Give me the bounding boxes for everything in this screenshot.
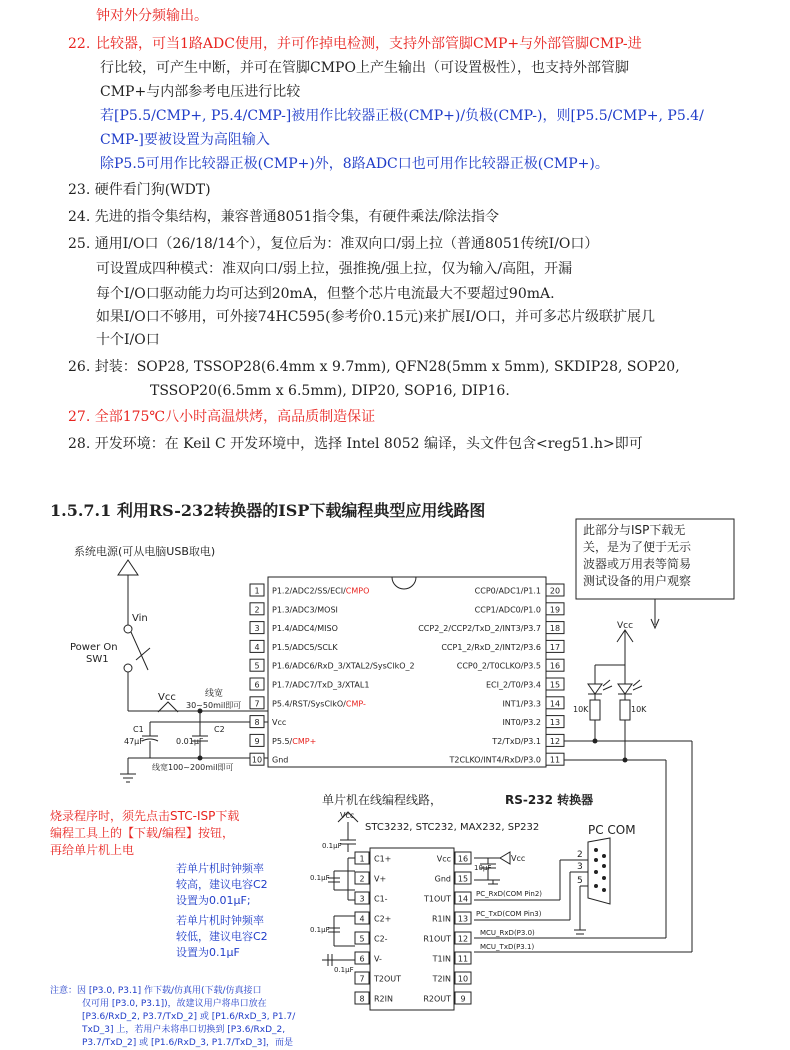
rs232-chip-body bbox=[370, 848, 454, 1010]
mcu-pin-label: Gnd bbox=[272, 755, 289, 765]
mcu-pin-number: 19 bbox=[549, 605, 561, 615]
line-width-1: 线宽 bbox=[205, 689, 224, 699]
mcu-pin-number: 8 bbox=[254, 718, 260, 728]
mcu-pin-number: 9 bbox=[254, 736, 260, 746]
rs232-pin-name: C2- bbox=[374, 934, 388, 944]
power-on-label: Power On bbox=[70, 642, 118, 653]
item22-line1-text: 比较器，可当1路ADC使用，并可作掉电检测，支持外部管脚CMP+与外部管脚CMP-进 bbox=[96, 36, 642, 52]
mcu-pin-number: 2 bbox=[254, 605, 260, 615]
power-label: 系统电源(可从电脑USB取电) bbox=[74, 545, 216, 558]
mcu-pin-name: ECI_2/T0/P3.4 bbox=[485, 680, 541, 690]
c1-value: 47μF bbox=[124, 737, 144, 746]
mcu-pin-label: Vcc bbox=[272, 718, 287, 728]
rs232-pin-number: 9 bbox=[460, 994, 466, 1004]
mcu-pin-label-red: CMPO bbox=[345, 586, 370, 596]
mcu-rxd-label: MCU_RxD(P3.0) bbox=[480, 929, 535, 937]
mcu-pin-name: T2/TxD/P3.1 bbox=[492, 736, 541, 746]
vcc-label-rs232-right: Vcc bbox=[511, 854, 526, 863]
rs232-pin-name: R2IN bbox=[374, 994, 393, 1004]
mcu-pin-number: 11 bbox=[549, 755, 561, 765]
mcu-pin-number: 6 bbox=[254, 680, 260, 690]
mcu-pin-name: INT1/P3.3 bbox=[502, 699, 541, 709]
cap-note2-line2: 较低，建议电容C2 bbox=[176, 930, 268, 943]
mcu-pin-number: 3 bbox=[254, 624, 260, 634]
cap-01-b: 0.1μF bbox=[310, 874, 330, 882]
rs232-pin-name: R1IN bbox=[432, 914, 451, 924]
mcu-pin-label: P5.5/ bbox=[272, 736, 293, 746]
rs232-pin-name: T1OUT bbox=[423, 894, 451, 904]
mcu-pin-name bbox=[272, 643, 338, 652]
mcu-pin-label-red: CMP+ bbox=[292, 736, 317, 746]
item22-line6: 除P5.5可用作比较器正极(CMP+)外，8路ADC口也可用作比较器正极(CMP+)。 bbox=[100, 156, 609, 172]
note-box-line4: 测试设备的用户观察 bbox=[583, 574, 692, 588]
line-width-2: 线宽100~200mil即可 bbox=[152, 763, 234, 772]
mcu-txd-label: MCU_TxD(P3.1) bbox=[480, 943, 535, 951]
isp-title: 单片机在线编程线路， bbox=[322, 793, 443, 807]
rs232-pin-name: V- bbox=[374, 954, 382, 964]
rs232-pin-number: 11 bbox=[457, 954, 469, 964]
rs232-pin-number: 12 bbox=[457, 934, 469, 944]
cap-01-d: 0.1μF bbox=[334, 966, 354, 974]
mcu-pin-name: T2CLKO/INT4/RxD/P3.0 bbox=[449, 755, 541, 765]
led1-icon bbox=[588, 684, 602, 694]
bottom-note-line2: 仅可用 [P3.0, P3.1])，故建议用户将串口放在 bbox=[82, 999, 267, 1009]
rs232-pin-name: T1IN bbox=[432, 954, 451, 964]
rs232-pin-number: 1 bbox=[359, 854, 365, 864]
cap-note1-line2: 较高，建议电容C2 bbox=[176, 878, 268, 891]
line-0: 钟对外分频输出。 bbox=[96, 8, 208, 24]
mcu-pin-number: 18 bbox=[549, 624, 561, 634]
cap-note2-line3: 设置为0.1μF bbox=[176, 946, 240, 959]
item25-line1: 25. 通用I/O口（26/18/14个），复位后为：准双向口/弱上拉（普通8051传统I/O口） bbox=[68, 236, 599, 252]
rs232-pin-name: V+ bbox=[374, 874, 387, 884]
rs232-pin-number: 5 bbox=[359, 934, 365, 944]
burn-note-line1: 烧录程序时，须先点击STC-ISP下载 bbox=[50, 809, 240, 823]
mcu-pin-number: 1 bbox=[254, 586, 260, 596]
rs232-pin-number: 10 bbox=[457, 974, 469, 984]
r2-label: 10K bbox=[631, 705, 647, 714]
rs232-pin-number: 14 bbox=[457, 894, 469, 904]
rs232-pin-number: 4 bbox=[359, 914, 365, 924]
rs232-pin-name: T2OUT bbox=[374, 974, 402, 984]
mcu-pin-label: P1.6/ADC6/RxD_3/XTAL2/SysClkO_2 bbox=[272, 661, 415, 671]
switch-sw1-icon bbox=[131, 632, 148, 670]
vin-label: Vin bbox=[132, 613, 148, 624]
mcu-pin-number: 12 bbox=[549, 736, 561, 746]
rs232-pin-number: 15 bbox=[457, 874, 469, 884]
pc-txd-label: PC_TxD(COM Pin3) bbox=[476, 910, 542, 918]
mcu-pin-number: 16 bbox=[549, 661, 561, 671]
mcu-chip-notch bbox=[392, 577, 416, 589]
mcu-pin-name: CCP1_2/RxD_2/INT2/P3.6 bbox=[441, 642, 541, 652]
rs232-pin-name: Vcc bbox=[436, 854, 451, 864]
item22-line5: CMP-]要被设置为高阻输入 bbox=[100, 132, 270, 148]
mcu-pin-number: 13 bbox=[549, 718, 561, 728]
burn-note-line3: 再给单片机上电 bbox=[50, 843, 135, 857]
rs232-pin-name: R1OUT bbox=[423, 934, 451, 944]
rs232-pin-number: 2 bbox=[359, 874, 365, 884]
item22-line4: 若[P5.5/CMP+, P5.4/CMP-]被用作比较器正极(CMP+)/负极(CMP-)，则[P5.5/CMP+, P5.4/ bbox=[100, 108, 704, 124]
mcu-pin-label: P1.2/ADC2/SS/ECI/ bbox=[272, 586, 346, 596]
mcu-pin-label-red: CMP- bbox=[345, 699, 366, 709]
com-pin-5: 5 bbox=[577, 876, 583, 886]
burn-note-line2: 编程工具上的【下载/编程】按钮， bbox=[50, 826, 235, 840]
item22-line3: CMP+与内部参考电压进行比较 bbox=[100, 84, 301, 100]
item22-num: 22. bbox=[68, 36, 91, 52]
mcu-pin-number: 7 bbox=[254, 699, 260, 709]
mcu-pin-name bbox=[272, 681, 369, 690]
item26-line2: TSSOP20(6.5mm x 6.5mm), DIP20, SOP16, DIP16. bbox=[150, 383, 510, 399]
mcu-pin-name bbox=[272, 605, 338, 614]
mcu-pin-label: P5.4/RST/SysClkO/ bbox=[272, 699, 346, 709]
vcc-label-left: Vcc bbox=[158, 692, 176, 703]
item25-line3: 每个I/O口驱动能力均可达到20mA，但整个芯片电流最大不要超过90mA. bbox=[96, 286, 555, 302]
mcu-pin-number: 14 bbox=[549, 699, 561, 709]
mcu-pin-label: P1.3/ADC3/MOSI bbox=[272, 605, 338, 615]
bottom-note-line1: 注意：因 [P3.0, P3.1] 作下载/仿真用(下载/仿真接口 bbox=[50, 986, 262, 996]
item24: 24. 先进的指令集结构，兼容普通8051指令集，有硬件乘法/除法指令 bbox=[68, 209, 500, 225]
r1-label: 10K bbox=[573, 705, 589, 714]
cap-10: 10μF bbox=[474, 864, 492, 872]
mcu-pin-number: 4 bbox=[254, 642, 260, 652]
c2-value: 0.01μF bbox=[176, 737, 204, 746]
mcu-pin-name bbox=[272, 624, 338, 633]
cap-01-a: 0.1μF bbox=[322, 842, 342, 850]
db9-connector-icon bbox=[588, 838, 610, 904]
item22-line2: 行比较，可产生中断，并可在管脚CMPO上产生输出（可设置极性），也支持外部管脚 bbox=[100, 60, 629, 76]
power-arrow-icon bbox=[118, 560, 138, 575]
mcu-pin-label: P1.5/ADC5/SCLK bbox=[272, 642, 338, 652]
mcu-pin-number: 5 bbox=[254, 661, 260, 671]
mcu-pin-name bbox=[272, 737, 316, 746]
rs232-pin-name: Gnd bbox=[434, 874, 451, 884]
item27: 27. 全部175℃八小时高温烘烤，高品质制造保证 bbox=[68, 409, 376, 425]
bottom-note-line5: P3.7/TxD_2] 或 [P1.6/RxD_3, P1.7/TxD_3]，而是 bbox=[82, 1038, 293, 1048]
rs232-pin-name: C1+ bbox=[374, 854, 392, 864]
item26-line1: 26. 封装：SOP28, TSSOP28(6.4mm x 9.7mm), QFN28(5mm x 5mm), SKDIP28, SOP20, bbox=[68, 359, 680, 375]
item25-line2: 可设置成四种模式：准双向口/弱上拉，强推挽/强上拉，仅为输入/高阻，开漏 bbox=[96, 261, 573, 277]
stc-models: STC3232, STC232, MAX232, SP232 bbox=[365, 822, 540, 833]
rs232-pin-name: R2OUT bbox=[423, 994, 451, 1004]
note-box-line1: 此部分与ISP下载无 bbox=[583, 523, 686, 537]
note-box-line3: 波器或万用表等简易 bbox=[583, 557, 692, 571]
mcu-pin-name: INT0/P3.2 bbox=[502, 718, 541, 728]
rs232-pin-name: T2IN bbox=[432, 974, 451, 984]
cap-note1-line3: 设置为0.01μF; bbox=[176, 894, 251, 907]
cap-note1-line1: 若单片机时钟频率 bbox=[176, 862, 264, 875]
mcu-pin-number: 15 bbox=[549, 680, 561, 690]
com-pin-2: 2 bbox=[577, 850, 583, 860]
c1-label: C1 bbox=[133, 725, 144, 734]
section-title: 1.5.7.1 利用RS-232转换器的ISP下载编程典型应用线路图 bbox=[50, 501, 486, 520]
mcu-pin-name bbox=[272, 699, 366, 708]
rs232-pin-number: 13 bbox=[457, 914, 469, 924]
led2-icon bbox=[618, 684, 632, 694]
item23: 23. 硬件看门狗(WDT) bbox=[68, 182, 211, 198]
mcu-pin-name: CCP1/ADC0/P1.0 bbox=[474, 605, 541, 615]
item25-line4: 如果I/O口不够用，可外接74HC595(参考价0.15元)来扩展I/O口，并可多芯片级联扩展几 bbox=[96, 309, 656, 325]
cap-01-c: 0.1μF bbox=[310, 926, 330, 934]
cap-note2-line1: 若单片机时钟频率 bbox=[176, 914, 264, 927]
rs232-title: RS-232 转换器 bbox=[505, 793, 594, 807]
mcu-pin-name: CCP0/ADC1/P1.1 bbox=[474, 586, 541, 596]
rs232-pin-number: 3 bbox=[359, 894, 365, 904]
mcu-pin-number: 20 bbox=[549, 586, 561, 596]
mcu-pin-label: P1.7/ADC7/TxD_3/XTAL1 bbox=[272, 680, 370, 690]
vcc-label-right: Vcc bbox=[617, 621, 634, 631]
sw1-label: SW1 bbox=[86, 654, 109, 665]
item25-line5: 十个I/O口 bbox=[96, 332, 160, 348]
mcu-pin-number: 17 bbox=[549, 642, 561, 652]
rs232-pin-number: 7 bbox=[359, 974, 365, 984]
rs232-pin-number: 16 bbox=[457, 854, 469, 864]
com-pin-3: 3 bbox=[577, 862, 583, 872]
mcu-pin-label: P1.4/ADC4/MISO bbox=[272, 624, 338, 634]
mcu-pin-name bbox=[272, 718, 286, 727]
mcu-pin-name: CCP2_2/CCP2/TxD_2/INT3/P3.7 bbox=[418, 624, 541, 634]
item28: 28. 开发环境：在 Keil C 开发环境中，选择 Intel 8052 编译，头文件包含<reg51.h>即可 bbox=[68, 436, 643, 452]
pc-com-label: PC COM bbox=[588, 823, 636, 837]
rs232-pin-number: 8 bbox=[359, 994, 365, 1004]
bottom-note-line4: TxD_3] 上，若用户未将串口切换到 [P3.6/RxD_2, bbox=[82, 1025, 286, 1035]
note-box-line2: 关，是为了便于无示 bbox=[583, 540, 692, 554]
bottom-note-line3: [P3.6/RxD_2, P3.7/TxD_2] 或 [P1.6/RxD_3, P1.7/ bbox=[82, 1012, 296, 1022]
rs232-pin-number: 6 bbox=[359, 954, 365, 964]
rs232-pin-name: C1- bbox=[374, 894, 388, 904]
mcu-pin-name bbox=[272, 662, 415, 671]
mcu-pin-name bbox=[272, 756, 288, 765]
mcu-pin-number: 10 bbox=[251, 755, 263, 765]
mcu-pin-name: CCP0_2/T0CLKO/P3.5 bbox=[456, 661, 541, 671]
pc-rxd-label: PC_RxD(COM Pin2) bbox=[476, 890, 543, 898]
vcc-label-rs232: Vcc bbox=[340, 811, 355, 820]
line-width-1b: 30~50mil即可 bbox=[186, 701, 242, 710]
rs232-pin-name: C2+ bbox=[374, 914, 392, 924]
c2-label: C2 bbox=[214, 725, 225, 734]
mcu-pin-name bbox=[272, 587, 369, 596]
